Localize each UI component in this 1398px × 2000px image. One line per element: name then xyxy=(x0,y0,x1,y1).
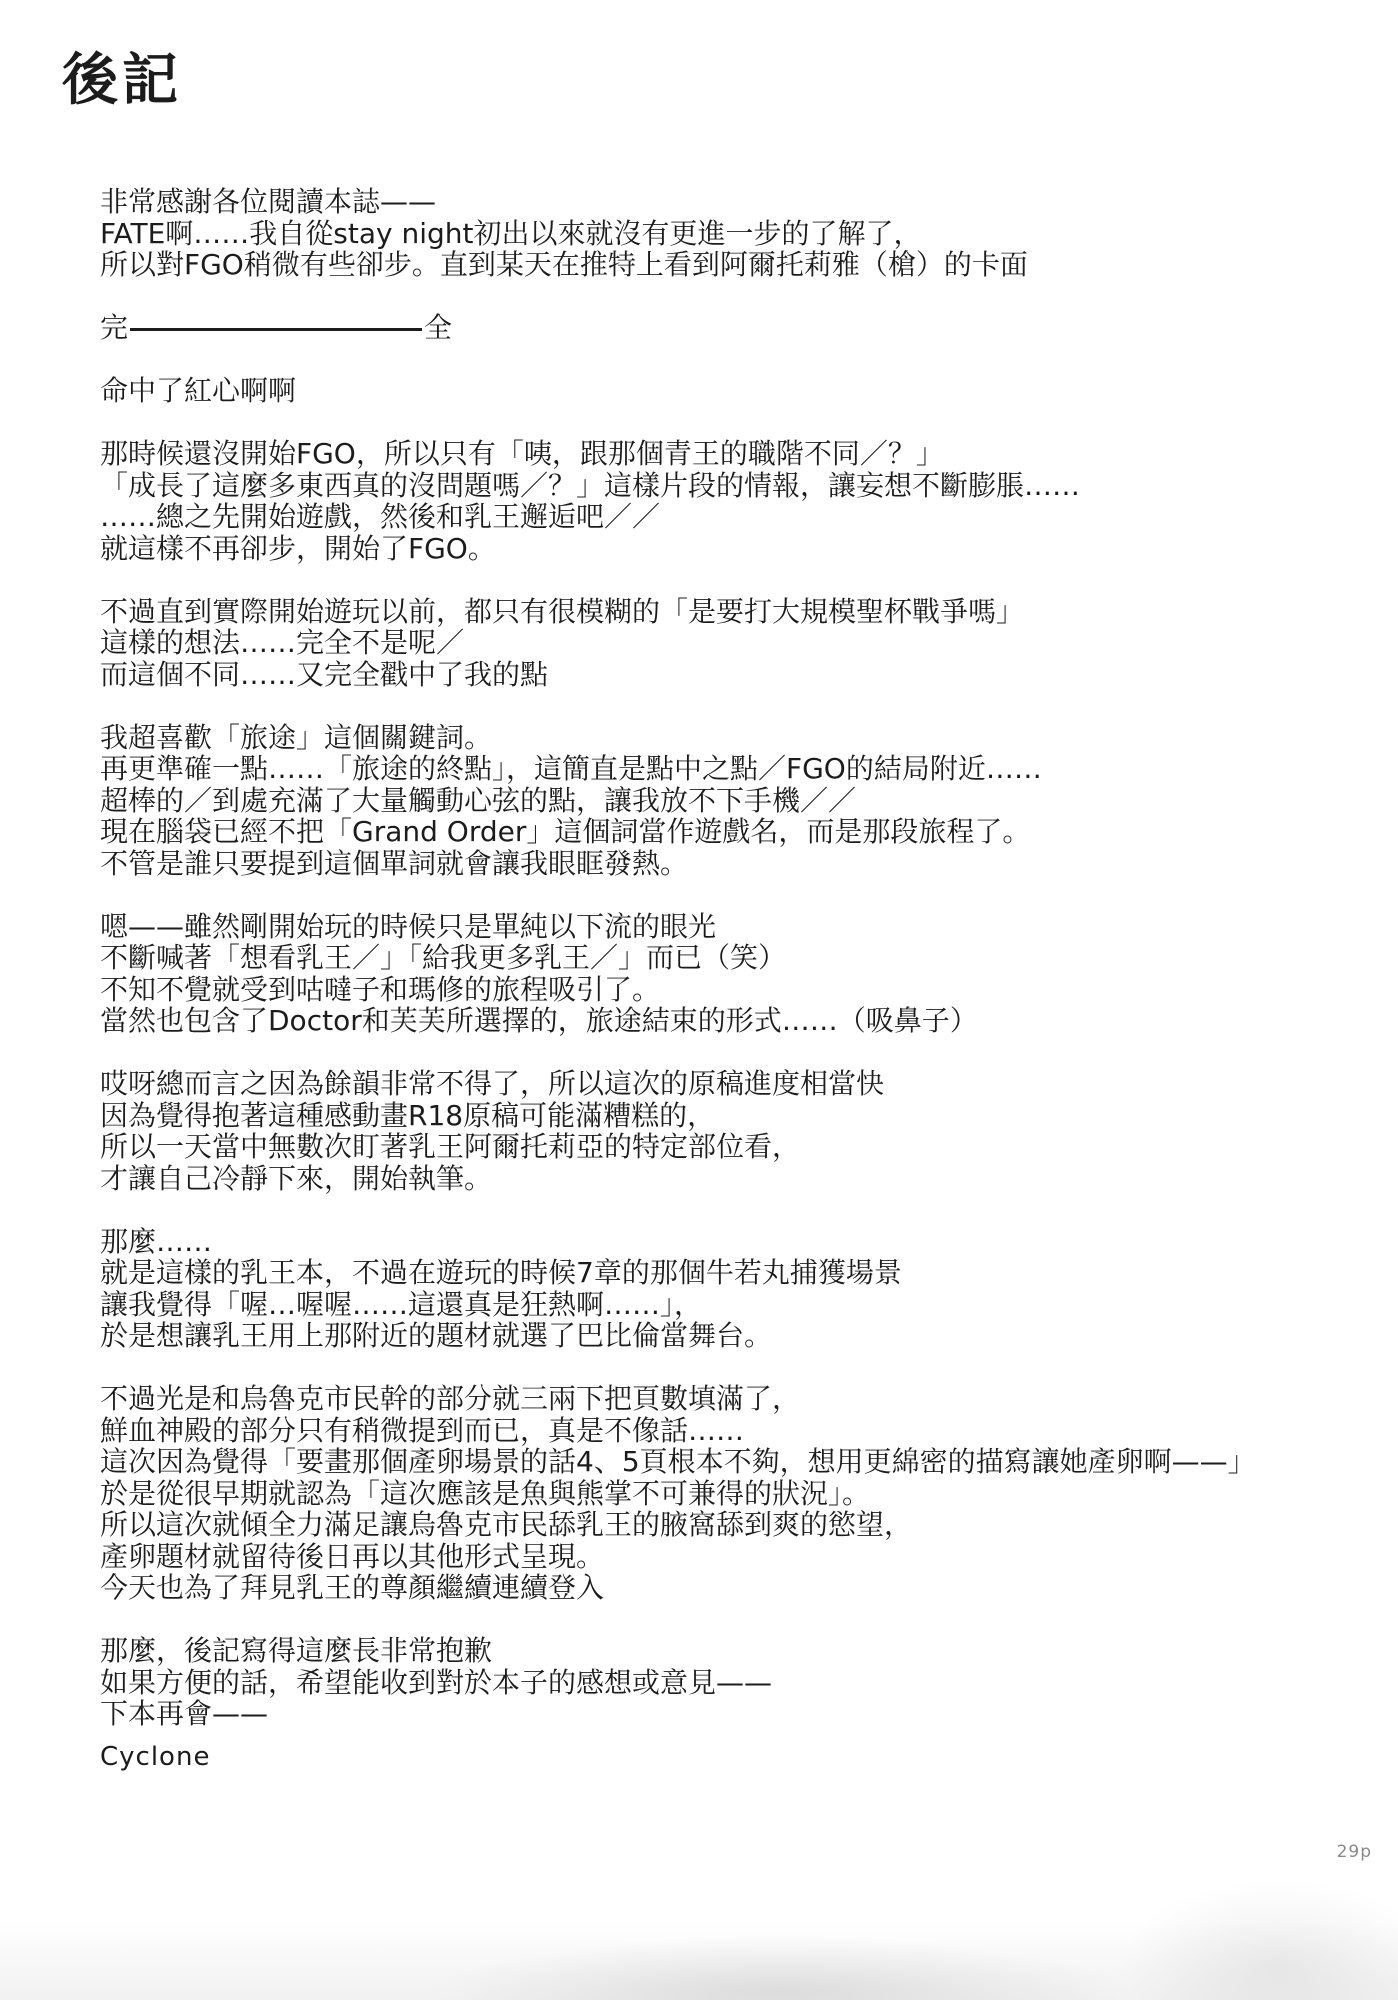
paragraph xyxy=(100,1068,1380,1194)
text-line: 命中了紅心啊啊 xyxy=(100,374,297,407)
rule-left-char: 完 xyxy=(100,311,129,344)
paragraph xyxy=(100,438,1380,564)
text-line: 於是從很早期就認為「這次應該是魚與熊掌不可兼得的狀況」。 xyxy=(100,1476,871,1510)
completely-rule-line xyxy=(100,312,1380,344)
text-line: 哎呀總而言之因為餘韻非常不得了，所以這次的原稿進度相當快 xyxy=(100,1067,885,1100)
paragraph xyxy=(100,1635,1380,1730)
text-line: 於是想讓乳王用上那附近的題材就選了巴比倫當舞台。 xyxy=(100,1319,773,1352)
rule-right-char: 全 xyxy=(424,311,453,344)
horizontal-rule xyxy=(130,328,422,331)
page-title: 後記 xyxy=(62,48,182,113)
text-line: FATE啊……我自從stay night初出以來就沒有更進一步的了解了， xyxy=(100,216,922,250)
text-line: 就這樣不再卻步，開始了FGO。 xyxy=(100,531,496,565)
text-line: 不管是誰只要提到這個單詞就會讓我眼眶發熱。 xyxy=(100,846,689,880)
text-line: 下本再會—— xyxy=(100,1697,269,1730)
author-signature: Cyclone xyxy=(100,1742,211,1772)
paragraph xyxy=(100,596,1380,691)
paragraph xyxy=(100,1383,1380,1604)
text-line: 如果方便的話，希望能收到對於本子的感想或意見—— xyxy=(100,1665,773,1699)
text-line: 再更準確一點……「旅途的終點」，這簡直是點中之點／FGO的結局附近…… xyxy=(100,752,1042,785)
text-line: 這樣的想法……完全不是呢／ xyxy=(100,626,465,659)
scan-shadow xyxy=(430,1936,1130,2000)
text-line: 那麼，後記寫得這麼長非常抱歉 xyxy=(100,1634,493,1667)
paragraph xyxy=(100,186,1380,281)
text-line: 而這個不同……又完全戳中了我的點 xyxy=(100,657,549,691)
text-line: 我超喜歡「旅途」這個關鍵詞。 xyxy=(100,720,493,754)
paragraph xyxy=(100,1226,1380,1352)
text-line: 不斷喊著「想看乳王／」「給我更多乳王／」而已（笑） xyxy=(100,941,787,974)
text-line: 讓我覺得「喔…喔喔……這還真是狂熱啊……」， xyxy=(100,1287,703,1321)
text-line: 超棒的／到處充滿了大量觸動心弦的點，讓我放不下手機／／ xyxy=(100,783,857,817)
text-line: 產卵題材就留待後日再以其他形式呈現。 xyxy=(100,1539,605,1573)
text-line: 才讓自己冷靜下來，開始執筆。 xyxy=(100,1161,493,1195)
text-line: 所以對FGO稍微有些卻步。直到某天在推特上看到阿爾托莉雅（槍）的卡面 xyxy=(100,248,1028,281)
text-line: 不過光是和烏魯克市民幹的部分就三兩下把頁數填滿了， xyxy=(100,1382,801,1415)
text-line: 不知不覺就受到咕噠子和瑪修的旅程吸引了。 xyxy=(100,972,661,1006)
text-line: 「成長了這麼多東西真的沒問題嗎／？」這樣片段的情報，讓妄想不斷膨脹…… xyxy=(100,468,1081,502)
paragraph xyxy=(100,722,1380,880)
paragraph xyxy=(100,911,1380,1037)
text-line: 所以這次就傾全力滿足讓烏魯克市民舔乳王的腋窩舔到爽的慾望， xyxy=(100,1508,913,1541)
text-line: 那時候還沒開始FGO，所以只有「咦，跟那個青王的職階不同／？」 xyxy=(100,437,944,470)
text-line: 非常感謝各位閱讀本誌—— xyxy=(100,185,437,218)
text-line: 現在腦袋已經不把「Grand Order」這個詞當作遊戲名，而是那段旅程了。 xyxy=(100,815,1031,848)
page-number: 29p xyxy=(1336,1842,1372,1862)
text-line: 嗯——雖然剛開始玩的時候只是單純以下流的眼光 xyxy=(100,909,717,943)
text-line: 不過直到實際開始遊玩以前，都只有很模糊的「是要打大規模聖杯戰爭嗎」 xyxy=(100,594,1025,628)
text-line: 因為覺得抱著這種感動畫R18原稿可能滿糟糕的， xyxy=(100,1098,716,1132)
text-line: 所以一天當中無數次盯著乳王阿爾托莉亞的特定部位看， xyxy=(100,1130,801,1163)
text-line: 這次因為覺得「要畫那個產卵場景的話4、5頁根本不夠，想用更綿密的描寫讓她產卵啊——」 xyxy=(100,1445,1256,1478)
paragraph xyxy=(100,375,1380,407)
text-line: 就是這樣的乳王本，不過在遊玩的時候7章的那個牛若丸捕獲場景 xyxy=(100,1256,902,1289)
text-line: 鮮血神殿的部分只有稍微提到而已，真是不像話…… xyxy=(100,1413,745,1447)
text-line: ……總之先開始遊戲，然後和乳王邂逅吧／／ xyxy=(100,500,661,533)
afterword-body xyxy=(100,186,1380,1730)
scan-shadow xyxy=(0,1920,1398,2000)
text-line: 今天也為了拜見乳王的尊顏繼續連續登入 xyxy=(100,1571,605,1604)
text-line: 當然也包含了Doctor和芙芙所選擇的，旅途結束的形式……（吸鼻子） xyxy=(100,1004,978,1037)
text-line: 那麼…… xyxy=(100,1224,213,1258)
scan-shadow xyxy=(1118,1880,1398,2000)
